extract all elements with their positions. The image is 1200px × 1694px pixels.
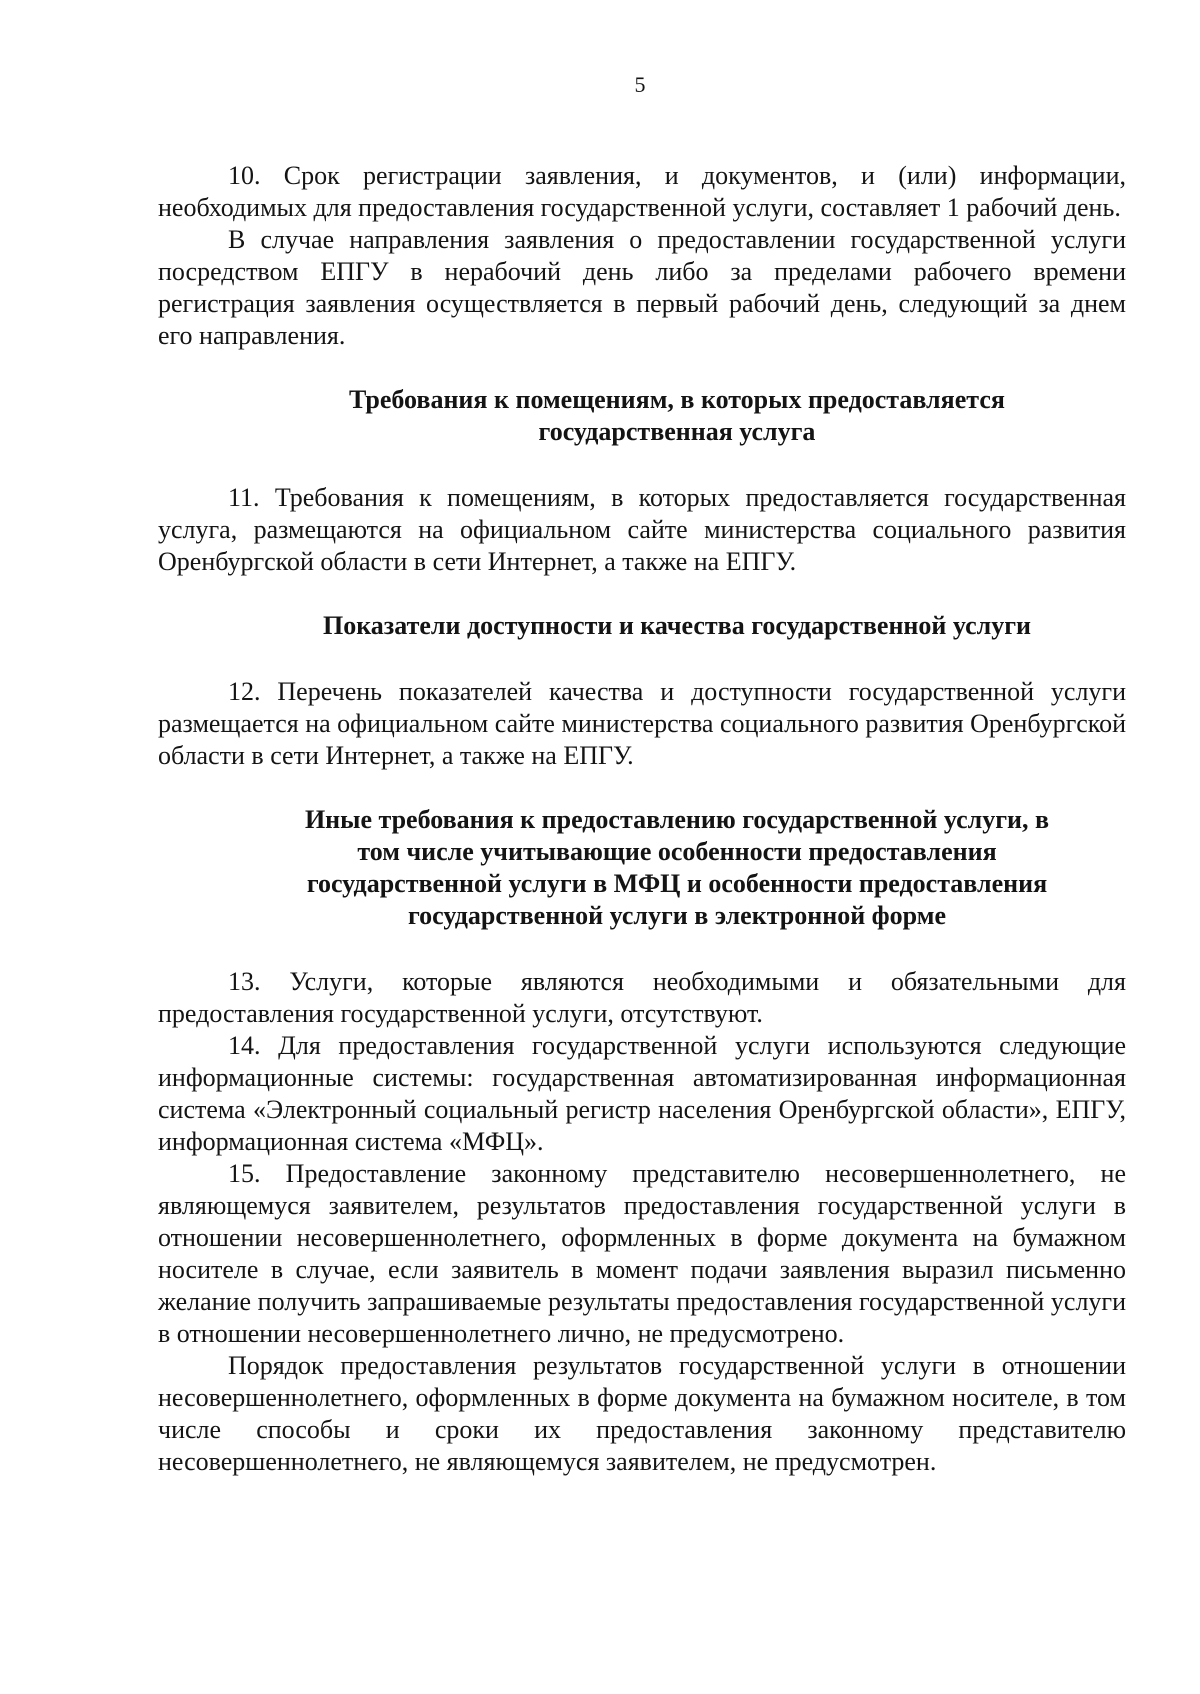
paragraph-13: 13. Услуги, которые являются необходимыми и обязательными для предоставления государственной услуги, отсутствуют. bbox=[158, 967, 1126, 1028]
document-body bbox=[158, 160, 1126, 1478]
paragraph-10-continuation: В случае направления заявления о предоставлении государственной услуги посредством ЕПГУ в нерабочий день либо за пределами рабочего времени регистрация заявления осуществляется в первый рабочий день, следующий за днем его направления. bbox=[158, 225, 1126, 350]
heading-other-requirements bbox=[158, 804, 1126, 932]
paragraph-15: 15. Предоставление законному представителю несовершеннолетнего, не являющемуся заявителем, результатов предоставления государственной услуги в отношении несовершеннолетнего, оформленных в форме документа на бумажном носителе в случае, если заявитель в момент подачи заявления выразил письменно желание получить запрашиваемые результаты предоставления государственной услуги в отношении несовершеннолетнего лично, не предусмотрено. bbox=[158, 1159, 1126, 1348]
paragraph-14: 14. Для предоставления государственной услуги используются следующие информационные системы: государственная автоматизированная информационная система «Электронный социальный регистр населения Оренбургской области», ЕПГУ, информационная система «МФЦ». bbox=[158, 1031, 1126, 1156]
heading-line: государственная услуга bbox=[538, 417, 816, 446]
paragraph-11: 11. Требования к помещениям, в которых предоставляется государственная услуга, размещаются на официальном сайте министерства социального развития Оренбургской области в сети Интернет, а также на ЕПГУ. bbox=[158, 483, 1126, 576]
heading-line: Иные требования к предоставлению государственной услуги, в bbox=[304, 805, 1050, 834]
heading-line: государственной услуги в электронной форме bbox=[408, 901, 946, 930]
paragraph-10: 10. Срок регистрации заявления, и документов, и (или) информации, необходимых для предоставления государственной услуги, составляет 1 рабочий день. bbox=[158, 161, 1126, 222]
heading-line: том числе учитывающие особенности предоставления bbox=[357, 837, 997, 866]
heading-line: государственной услуги в МФЦ и особенности предоставления bbox=[306, 869, 1048, 898]
paragraph-15-continuation: Порядок предоставления результатов государственной услуги в отношении несовершеннолетнего, оформленных в форме документа на бумажном носителе, в том числе способы и сроки их предоставления законному представителю несовершеннолетнего, не являющемуся заявителем, не предусмотрен. bbox=[158, 1351, 1126, 1476]
heading-premises-requirements bbox=[158, 384, 1126, 448]
heading-accessibility-quality: Показатели доступности и качества государственной услуги bbox=[322, 611, 1032, 640]
paragraph-12: 12. Перечень показателей качества и доступности государственной услуги размещается на официальном сайте министерства социального развития Оренбургской области в сети Интернет, а также на ЕПГУ. bbox=[158, 677, 1126, 770]
heading-line: Требования к помещениям, в которых предоставляется bbox=[349, 385, 1005, 414]
page-number: 5 bbox=[634, 72, 646, 97]
